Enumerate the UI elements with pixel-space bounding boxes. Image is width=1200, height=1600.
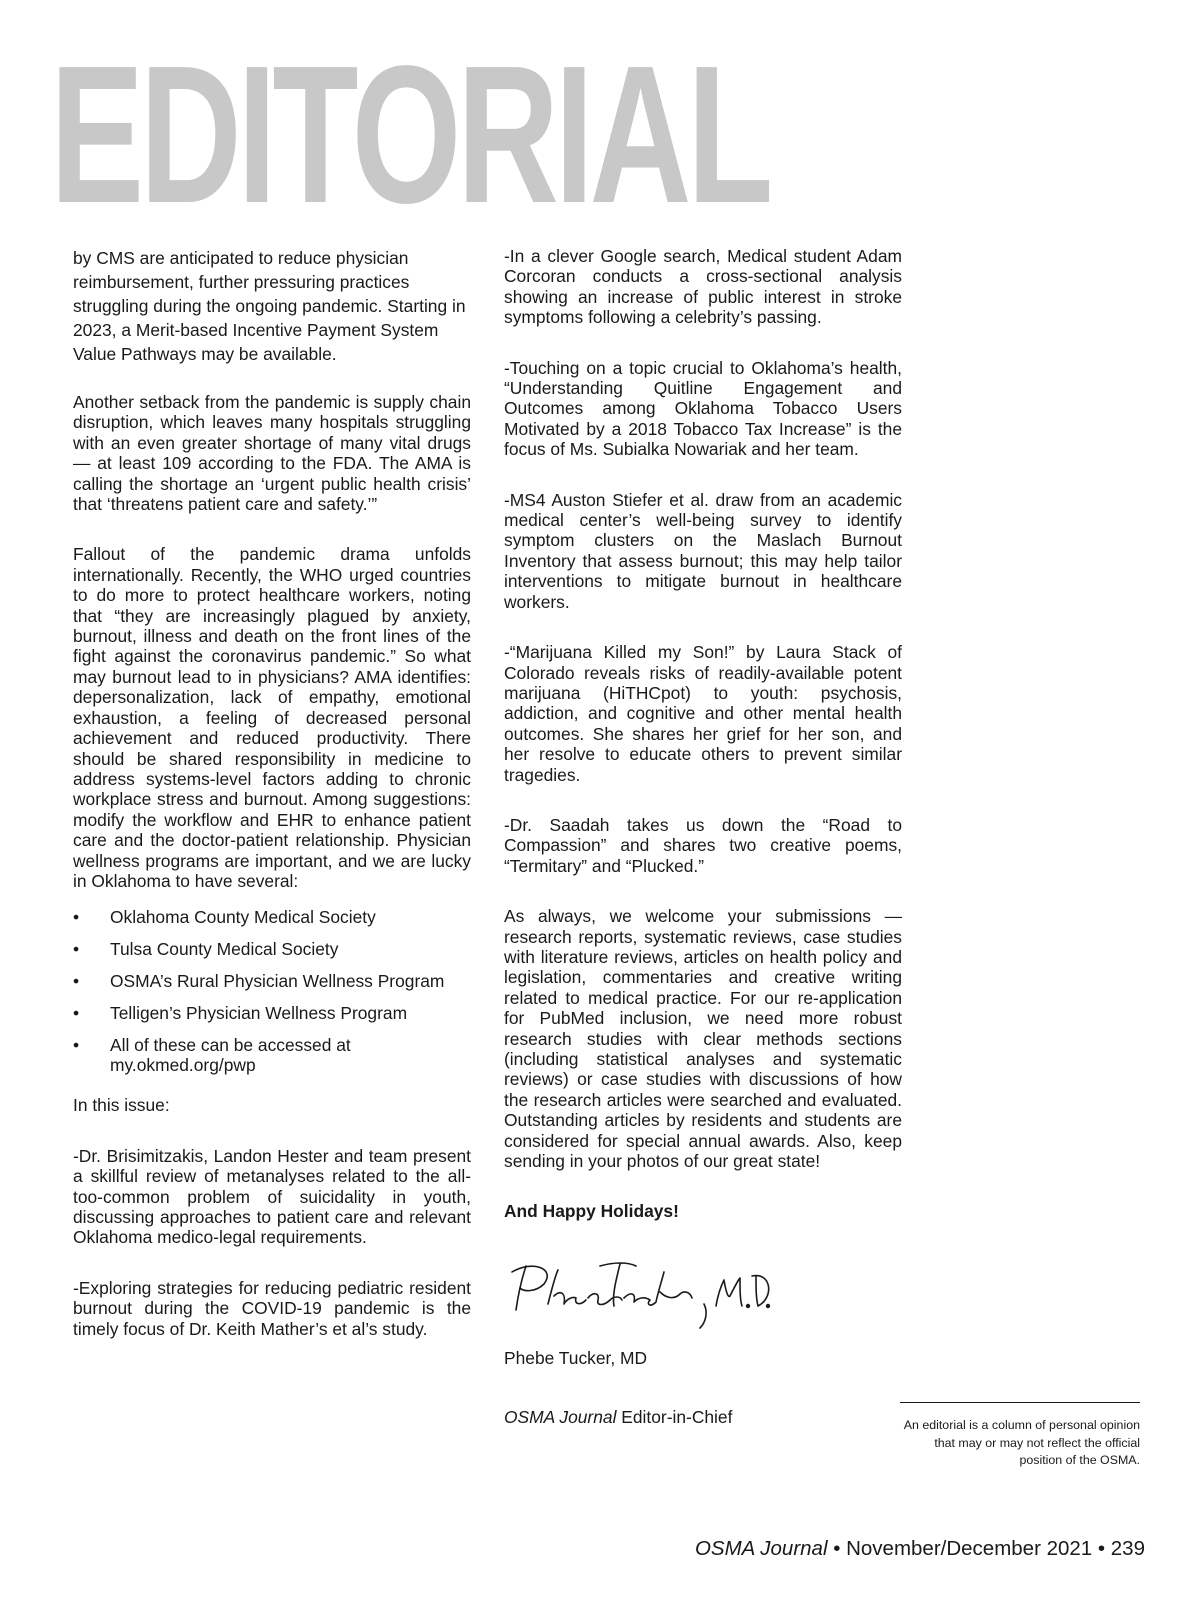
author-name: Phebe Tucker, MD xyxy=(504,1347,648,1368)
paragraph: As always, we welcome your submissions — research reports, systematic reviews, case studies with literature reviews, articles on health policy and legislation, commentaries and creative writing related to medical practice. For our re-application for PubMed inclusion, we need more robust research studies with clear methods sections (including statistical analyses and systematic reviews) or case studies with discussions of how the research articles were searched and evaluated. Outstanding articles by residents and students are considered for special annual awards. Also, keep sending in your photos of our great state! xyxy=(504,906,902,1172)
masthead-title: EDITORIAL xyxy=(50,25,770,244)
paragraph: Another setback from the pandemic is supply chain disruption, which leaves many hospitals struggling with an even greater shortage of many vital drugs — at least 109 according to the FDA. The AMA is calling the shortage an ‘urgent public health crisis’ that ‘threatens patient care and safety.’” xyxy=(73,392,471,515)
closing-greeting: And Happy Holidays! xyxy=(504,1201,679,1222)
list-item: • Oklahoma County Medical Society xyxy=(73,907,471,927)
list-item: • OSMA’s Rural Physician Wellness Program xyxy=(73,971,471,991)
paragraph: -In a clever Google search, Medical student Adam Corcoran conducts a cross-sectional analysis showing an increase of public interest in stroke symptoms following a celebrity’s passing. xyxy=(504,246,902,328)
section-label: In this issue: xyxy=(73,1095,170,1116)
wellness-program-list xyxy=(73,907,471,1075)
page-footer xyxy=(695,1537,1145,1561)
paragraph: by CMS are anticipated to reduce physician reimbursement, further pressuring practices struggling during the ongoing pandemic. Starting in 2023, a Merit-based Incentive Payment System Value Pathways may be available. xyxy=(73,248,466,364)
paragraph: -MS4 Auston Stiefer et al. draw from an academic medical center’s well-being survey to identify symptom clusters on the Maslach Burnout Inventory that assess burnout; this may help tailor interventions to mitigate burnout in healthcare workers. xyxy=(504,489,902,612)
right-column xyxy=(504,246,902,1462)
signature-image xyxy=(504,1252,774,1332)
paragraph: -Dr. Saadah takes us down the “Road to Compassion” and shares two creative poems, “Termitary” and “Plucked.” xyxy=(504,814,902,876)
list-item: • Tulsa County Medical Society xyxy=(73,939,471,959)
list-item: • All of these can be accessed at my.okmed.org/pwp xyxy=(73,1035,471,1075)
paragraph: -“Marijuana Killed my Son!” by Laura Stack of Colorado reveals risks of readily-available potent marijuana (HiTHCpot) to youth: psychosis, addiction, and cognitive and other mental health outcomes. She shares her grief for her son, and her resolve to educate others to prevent similar tragedies. xyxy=(504,642,902,785)
page-number: 239 xyxy=(1110,1537,1145,1560)
paragraph: Fallout of the pandemic drama unfolds internationally. Recently, the WHO urged countries to do more to protect healthcare workers, noting that “they are increasingly plagued by anxiety, burnout, illness and death on the front lines of the fight against the coronavirus pandemic.” So what may burnout lead to in physicians? AMA identifies: depersonalization, lack of empathy, emotional exhaustion, a feeling of decreased personal achievement and reduced productivity. There should be shared responsibility in medicine to address systems-level factors adding to chronic workplace stress and burnout. Among suggestions: modify the workflow and EHR to enhance patient care and the doctor-patient relationship. Physician wellness programs are important, and we are lucky in Oklahoma to have several: xyxy=(73,544,471,891)
list-item: • Telligen’s Physician Wellness Program xyxy=(73,1003,471,1023)
footer-journal: OSMA Journal xyxy=(694,1537,828,1560)
editorial-disclaimer: An editorial is a column of personal opinion that may or may not reflect the official position of the OSMA. xyxy=(900,1402,1140,1470)
footer-issue: • November/December 2021 • xyxy=(827,1537,1111,1560)
paragraph: -Dr. Brisimitzakis, Landon Hester and team present a skillful review of metanalyses related to the all-too-common problem of suicidality in youth, discussing approaches to patient care and relevant Oklahoma medico-legal requirements. xyxy=(73,1145,471,1248)
left-column xyxy=(73,246,471,1369)
paragraph: -Exploring strategies for reducing pediatric resident burnout during the COVID-19 pandemic is the timely focus of Dr. Keith Mather’s et al’s study. xyxy=(73,1277,471,1339)
journal-name: OSMA Journal xyxy=(504,1406,617,1427)
author-role: Editor-in-Chief xyxy=(616,1406,733,1427)
paragraph: -Touching on a topic crucial to Oklahoma’s health, “Understanding Quitline Engagement and Outcomes among Oklahoma Tobacco Users Motivated by a 2018 Tobacco Tax Increase” is the focus of Ms. Subialka Nowariak and her team. xyxy=(504,357,902,460)
author-title xyxy=(504,1403,902,1432)
